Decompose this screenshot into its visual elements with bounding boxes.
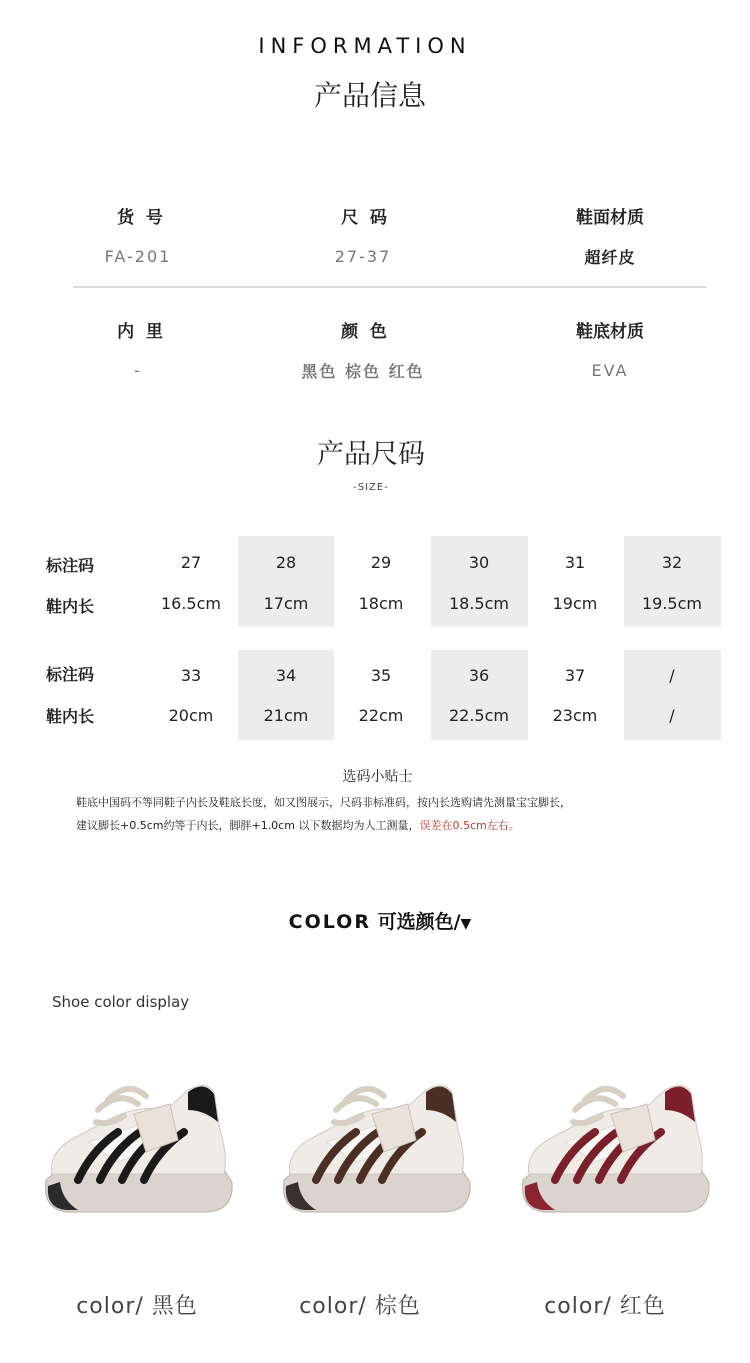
size-cell: 33 bbox=[180, 666, 202, 685]
length-cell: 18cm bbox=[358, 594, 404, 613]
length-cell: 19cm bbox=[552, 594, 598, 613]
spec-label-color: 颜 色 bbox=[341, 322, 387, 342]
length-cell: 18.5cm bbox=[448, 594, 509, 613]
tips-line-1: 鞋底中国码不等同鞋子内长及鞋底长度，如又图展示，尺码非标准码，按内长选购请先测量宝宝脚长， bbox=[76, 796, 571, 809]
size-cell: 36 bbox=[468, 666, 490, 685]
color-title-cn: 可选颜色/ bbox=[377, 911, 461, 933]
size-cell-bg bbox=[238, 650, 334, 740]
length-cell: / bbox=[669, 706, 675, 725]
spec-value-sole-material: EVA bbox=[591, 361, 629, 380]
length-cell: 17cm bbox=[263, 594, 309, 613]
length-cell: 20cm bbox=[168, 706, 214, 725]
tips-error-note: 误差在0.5cm左右。 bbox=[419, 819, 520, 832]
length-cell: 21cm bbox=[263, 706, 309, 725]
spec-value-color: 黑色 棕色 红色 bbox=[301, 362, 425, 381]
spec-label-sole-material: 鞋底材质 bbox=[576, 322, 644, 342]
shoe-image-black bbox=[38, 1070, 238, 1230]
spec-value-item-no: FA-201 bbox=[104, 247, 172, 266]
size-cell: 28 bbox=[275, 553, 297, 572]
spec-label-item-no: 货 号 bbox=[117, 208, 163, 228]
size-cell: 35 bbox=[370, 666, 392, 685]
shoe-image-red bbox=[515, 1070, 715, 1230]
size-cell: 32 bbox=[661, 553, 683, 572]
row-label-size: 标注码 bbox=[46, 665, 95, 684]
shoe-sole bbox=[45, 1170, 232, 1212]
section-title-en: INFORMATION bbox=[258, 34, 472, 58]
shoe-display-label: Shoe color display bbox=[52, 993, 190, 1011]
color-caption-black: color/ 黑色 bbox=[76, 1294, 198, 1319]
size-cell-bg bbox=[624, 650, 721, 740]
size-cell-bg bbox=[431, 650, 528, 740]
section-title-cn: 产品信息 bbox=[313, 79, 426, 112]
tips-line-2 bbox=[76, 817, 520, 833]
row-label-length: 鞋内长 bbox=[46, 707, 95, 726]
size-chart-title: 产品尺码 bbox=[317, 439, 425, 470]
down-arrow-icon: ▼ bbox=[460, 916, 472, 932]
shoe-sole bbox=[522, 1170, 709, 1212]
row-label-size: 标注码 bbox=[46, 556, 95, 575]
color-caption-red: color/ 红色 bbox=[544, 1294, 666, 1319]
size-cell: 30 bbox=[468, 553, 490, 572]
size-cell: 34 bbox=[275, 666, 297, 685]
size-cell: 27 bbox=[180, 553, 202, 572]
length-cell: 22.5cm bbox=[448, 706, 509, 725]
spec-label-size: 尺 码 bbox=[341, 208, 387, 228]
size-chart-subtitle: -SIZE- bbox=[353, 482, 389, 493]
size-cell: 29 bbox=[370, 553, 392, 572]
length-cell: 22cm bbox=[358, 706, 404, 725]
length-cell: 19.5cm bbox=[641, 594, 702, 613]
shoe-sole bbox=[283, 1170, 470, 1212]
color-caption-brown: color/ 棕色 bbox=[299, 1294, 421, 1319]
row-label-length: 鞋内长 bbox=[46, 597, 95, 616]
color-section-title bbox=[0, 907, 750, 934]
tips-line-2-text: 建议脚长+0.5cm约等于内长，脚胖+1.0cm 以下数据均为人工测量， bbox=[76, 819, 420, 832]
spec-value-upper-material: 超纤皮 bbox=[584, 248, 636, 267]
size-cell-bg bbox=[624, 536, 721, 627]
spec-value-lining: - bbox=[134, 361, 142, 380]
length-cell: 23cm bbox=[552, 706, 598, 725]
size-cell: 31 bbox=[564, 553, 586, 572]
size-cell: 37 bbox=[564, 666, 586, 685]
spec-label-upper-material: 鞋面材质 bbox=[576, 208, 644, 228]
shoe-image-brown bbox=[276, 1070, 476, 1230]
size-cell-bg bbox=[431, 536, 528, 627]
color-title-en: COLOR bbox=[288, 911, 371, 933]
size-cell: / bbox=[669, 666, 675, 685]
spec-value-size: 27-37 bbox=[334, 247, 392, 266]
size-cell-bg bbox=[238, 536, 334, 627]
divider bbox=[73, 286, 707, 288]
spec-label-lining: 内 里 bbox=[117, 322, 163, 342]
tips-title: 选码小贴士 bbox=[342, 769, 413, 785]
length-cell: 16.5cm bbox=[160, 594, 221, 613]
